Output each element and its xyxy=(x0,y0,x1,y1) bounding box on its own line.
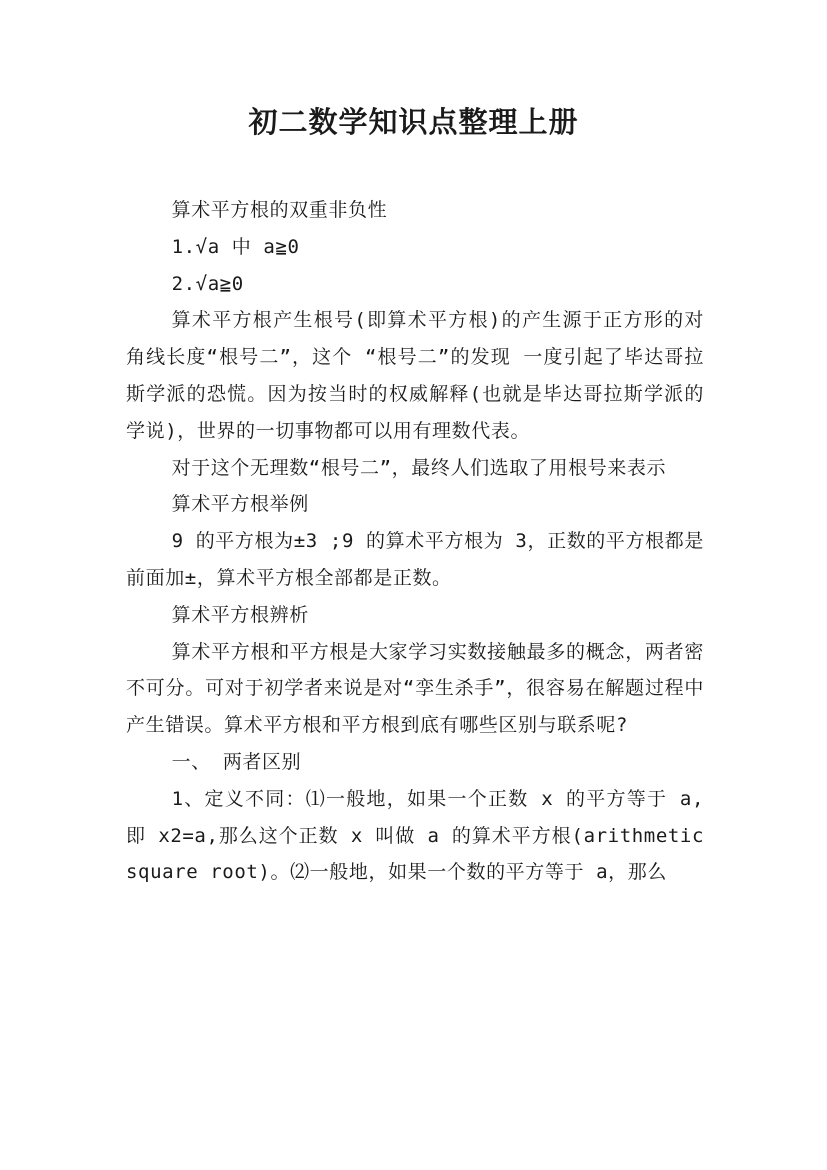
paragraph-heading-analysis: 算术平方根辨析 xyxy=(171,603,309,626)
paragraph-example: 9 的平方根为±3 ;9 的算术平方根为 3，正数的平方根都是前面加±，算术平方根全部都是正数。 xyxy=(126,530,704,589)
paragraph-irrational: 对于这个无理数“根号二”，最终人们选取了用根号来表示 xyxy=(171,456,667,479)
paragraph-heading-double-nonnegativity: 算术平方根的双重非负性 xyxy=(171,199,388,221)
paragraph-origin: 算术平方根产生根号(即算术平方根)的产生源于正方形的对角线长度“根号二”，这个 “根号二”的发现 一度引起了毕达哥拉斯学派的恐慌。因为按当时的权威解释(也就是毕达哥拉斯学派的学说)，世界的一切事物都可以用有理数代表。 xyxy=(126,309,704,442)
document-title: 初二数学知识点整理上册 xyxy=(248,105,579,139)
paragraph-rule-2: 2.√a≧0 xyxy=(171,272,244,295)
paragraph-definition: 1、定义不同：⑴一般地，如果一个正数 x 的平方等于 a,即 x2=a,那么这个正数 x 叫做 a 的算术平方根(arithmetic square root)。⑵一般地，如果一个数的平方等于 a，那么 xyxy=(126,787,704,884)
paragraph-analysis: 算术平方根和平方根是大家学习实数接触最多的概念，两者密不可分。可对于初学者来说是对“孪生杀手”，很容易在解题过程中产生错误。算术平方根和平方根到底有哪些区别与联系呢? xyxy=(126,640,704,737)
paragraph-rule-1: 1.√a 中 a≧0 xyxy=(171,235,300,258)
paragraph-heading-differences: 一、 两者区别 xyxy=(171,750,302,773)
paragraph-heading-examples: 算术平方根举例 xyxy=(171,493,309,516)
document-body xyxy=(126,192,704,891)
